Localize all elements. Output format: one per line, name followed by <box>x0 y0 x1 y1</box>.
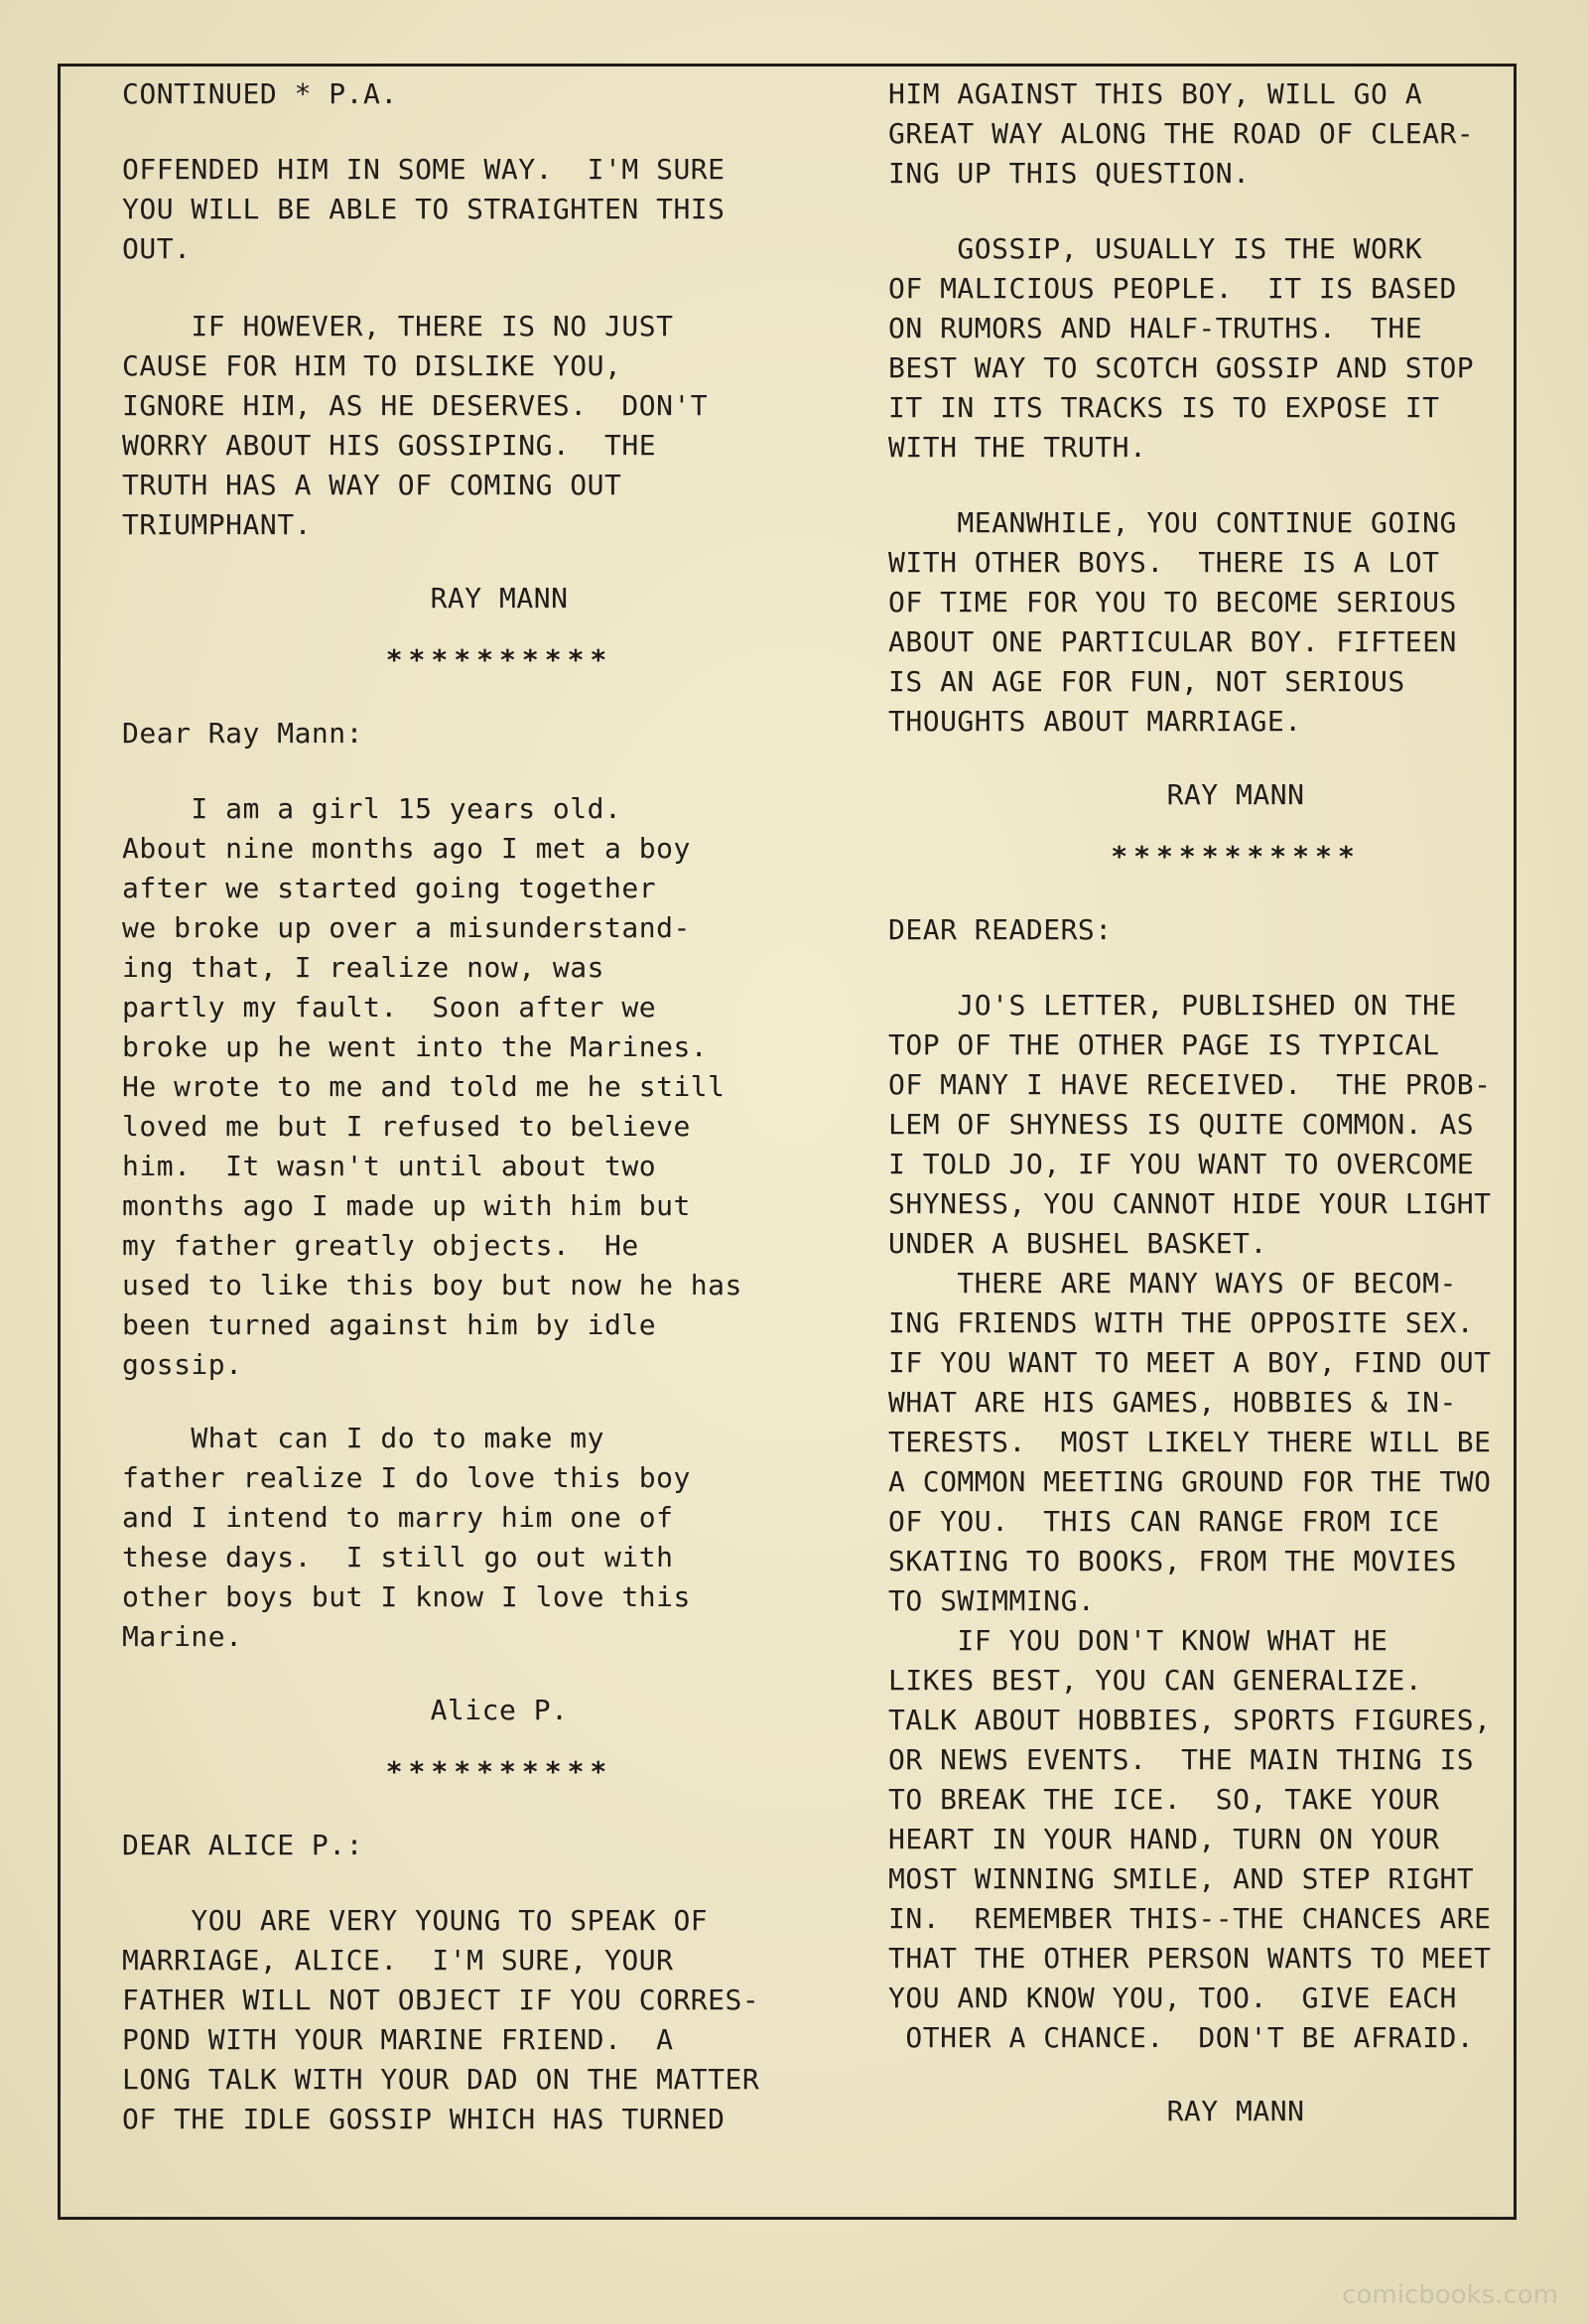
continued-header: CONTINUED * P.A. <box>122 77 398 110</box>
paragraph-line: WORRY ABOUT HIS GOSSIPING. THE <box>122 429 657 462</box>
paragraph-line: OF MANY I HAVE RECEIVED. THE PROB- <box>888 1068 1492 1101</box>
paragraph-line: THERE ARE MANY WAYS OF BECOM- <box>888 1267 1457 1299</box>
letter-line: ing that, I realize now, was <box>122 951 605 984</box>
paragraph-line: A COMMON MEETING GROUND FOR THE TWO <box>888 1465 1492 1498</box>
paragraph-line: TO SWIMMING. <box>888 1584 1096 1617</box>
reply-line: LONG TALK WITH YOUR DAD ON THE MATTER <box>122 2063 760 2096</box>
paragraph-line: WITH OTHER BOYS. THERE IS A LOT <box>888 546 1440 579</box>
paragraph-line: OUT. <box>122 232 192 265</box>
paragraph-line: TRUTH HAS A WAY OF COMING OUT <box>122 469 622 501</box>
letter-line: Marine. <box>122 1620 243 1653</box>
paragraph-line: ON RUMORS AND HALF-TRUTHS. THE <box>888 312 1423 344</box>
letter-line: these days. I still go out with <box>122 1541 674 1573</box>
paragraph-line: LEM OF SHYNESS IS QUITE COMMON. AS <box>888 1108 1475 1141</box>
paragraph-line: TRIUMPHANT. <box>122 508 312 541</box>
text-frame <box>58 64 1517 2220</box>
letter-line: I am a girl 15 years old. <box>122 792 622 825</box>
letter-line: my father greatly objects. He <box>122 1229 639 1262</box>
paragraph-line: OFFENDED HIM IN SOME WAY. I'M SURE <box>122 153 726 186</box>
paragraph-line: TALK ABOUT HOBBIES, SPORTS FIGURES, <box>888 1704 1492 1736</box>
reply-line: OF THE IDLE GOSSIP WHICH HAS TURNED <box>122 2103 726 2135</box>
paragraph-line: YOU AND KNOW YOU, TOO. GIVE EACH <box>888 1982 1457 2014</box>
paragraph-line: OF YOU. THIS CAN RANGE FROM ICE <box>888 1505 1440 1538</box>
paragraph-line: IF YOU WANT TO MEET A BOY, FIND OUT <box>888 1346 1492 1379</box>
letter-line: gossip. <box>122 1348 243 1381</box>
paragraph-line: GOSSIP, USUALLY IS THE WORK <box>888 232 1423 265</box>
signature: Alice P. <box>430 1694 569 1726</box>
paragraph-line: MEANWHILE, YOU CONTINUE GOING <box>888 506 1457 539</box>
paragraph-line: CAUSE FOR HIM TO DISLIKE YOU, <box>122 349 622 382</box>
letter-line: loved me but I refused to believe <box>122 1110 691 1143</box>
letter-line: and I intend to marry him one of <box>122 1501 674 1534</box>
paragraph-line: SKATING TO BOOKS, FROM THE MOVIES <box>888 1545 1457 1577</box>
salutation: Dear Ray Mann: <box>122 717 364 750</box>
salutation: DEAR READERS: <box>888 913 1113 946</box>
paragraph-line: THAT THE OTHER PERSON WANTS TO MEET <box>888 1942 1492 1975</box>
paragraph-line: ABOUT ONE PARTICULAR BOY. FIFTEEN <box>888 625 1457 658</box>
letter-line: About nine months ago I met a boy <box>122 832 691 865</box>
paragraph-line: IF HOWEVER, THERE IS NO JUST <box>122 310 674 342</box>
paragraph-line: UNDER A BUSHEL BASKET. <box>888 1227 1267 1260</box>
divider-stars: *********** <box>1111 840 1361 873</box>
reply-line: FATHER WILL NOT OBJECT IF YOU CORRES- <box>122 1983 760 2016</box>
paragraph-line: HIM AGAINST THIS BOY, WILL GO A <box>888 77 1423 110</box>
letter-line: What can I do to make my <box>122 1422 605 1454</box>
paragraph-line: OF MALICIOUS PEOPLE. IT IS BASED <box>888 272 1457 305</box>
paragraph-line: TOP OF THE OTHER PAGE IS TYPICAL <box>888 1028 1440 1061</box>
letter-line: other boys but I know I love this <box>122 1580 691 1613</box>
paragraph-line: TERESTS. MOST LIKELY THERE WILL BE <box>888 1426 1492 1458</box>
letter-line: broke up he went into the Marines. <box>122 1030 709 1063</box>
paragraph-line: WHAT ARE HIS GAMES, HOBBIES & IN- <box>888 1386 1457 1419</box>
letter-line: months ago I made up with him but <box>122 1189 691 1222</box>
paragraph-line: IT IN ITS TRACKS IS TO EXPOSE IT <box>888 391 1440 424</box>
paragraph-line: OR NEWS EVENTS. THE MAIN THING IS <box>888 1743 1475 1776</box>
letter-line: father realize I do love this boy <box>122 1461 691 1494</box>
paragraph-line: GREAT WAY ALONG THE ROAD OF CLEAR- <box>888 117 1475 150</box>
letter-line: used to like this boy but now he has <box>122 1269 742 1301</box>
letter-line: He wrote to me and told me he still <box>122 1070 726 1103</box>
paragraph-line: OTHER A CHANCE. DON'T BE AFRAID. <box>888 2021 1475 2054</box>
paragraph-line: IN. REMEMBER THIS--THE CHANCES ARE <box>888 1902 1492 1935</box>
right-column <box>888 67 1583 2217</box>
paragraph-line: I TOLD JO, IF YOU WANT TO OVERCOME <box>888 1148 1475 1180</box>
paragraph-line: IF YOU DON'T KNOW WHAT HE <box>888 1624 1389 1657</box>
watermark: comicbooks.com <box>1342 2280 1558 2310</box>
signature: RAY MANN <box>1166 2095 1305 2127</box>
paragraph-line: YOU WILL BE ABLE TO STRAIGHTEN THIS <box>122 193 726 225</box>
letter-line: we broke up over a misunderstand- <box>122 911 691 944</box>
letter-line: after we started going together <box>122 872 657 904</box>
paragraph-line: WITH THE TRUTH. <box>888 431 1147 464</box>
signature: RAY MANN <box>1166 778 1305 811</box>
paragraph-line: LIKES BEST, YOU CAN GENERALIZE. <box>888 1664 1423 1697</box>
letter-line: partly my fault. Soon after we <box>122 991 657 1024</box>
paragraph-line: JO'S LETTER, PUBLISHED ON THE <box>888 989 1457 1022</box>
paragraph-line: ING FRIENDS WITH THE OPPOSITE SEX. <box>888 1306 1475 1339</box>
salutation: DEAR ALICE P.: <box>122 1829 364 1861</box>
paragraph-line: IS AN AGE FOR FUN, NOT SERIOUS <box>888 665 1405 698</box>
paragraph-line: MOST WINNING SMILE, AND STEP RIGHT <box>888 1862 1475 1895</box>
letter-line: been turned against him by idle <box>122 1308 657 1341</box>
paragraph-line: HEART IN YOUR HAND, TURN ON YOUR <box>888 1823 1440 1855</box>
paragraph-line: ING UP THIS QUESTION. <box>888 157 1251 190</box>
reply-line: YOU ARE VERY YOUNG TO SPEAK OF <box>122 1904 709 1937</box>
left-column <box>122 67 876 2217</box>
reply-line: MARRIAGE, ALICE. I'M SURE, YOUR <box>122 1944 674 1977</box>
paragraph-line: THOUGHTS ABOUT MARRIAGE. <box>888 705 1302 738</box>
divider-stars: ********** <box>385 1755 613 1788</box>
divider-stars: ********** <box>385 643 613 676</box>
paragraph-line: SHYNESS, YOU CANNOT HIDE YOUR LIGHT <box>888 1187 1492 1220</box>
letter-line: him. It wasn't until about two <box>122 1150 657 1182</box>
paragraph-line: OF TIME FOR YOU TO BECOME SERIOUS <box>888 586 1457 618</box>
paragraph-line: TO BREAK THE ICE. SO, TAKE YOUR <box>888 1783 1440 1816</box>
paragraph-line: IGNORE HIM, AS HE DESERVES. DON'T <box>122 389 709 422</box>
reply-line: POND WITH YOUR MARINE FRIEND. A <box>122 2023 674 2056</box>
paragraph-line: BEST WAY TO SCOTCH GOSSIP AND STOP <box>888 351 1475 384</box>
signature: RAY MANN <box>430 582 569 615</box>
